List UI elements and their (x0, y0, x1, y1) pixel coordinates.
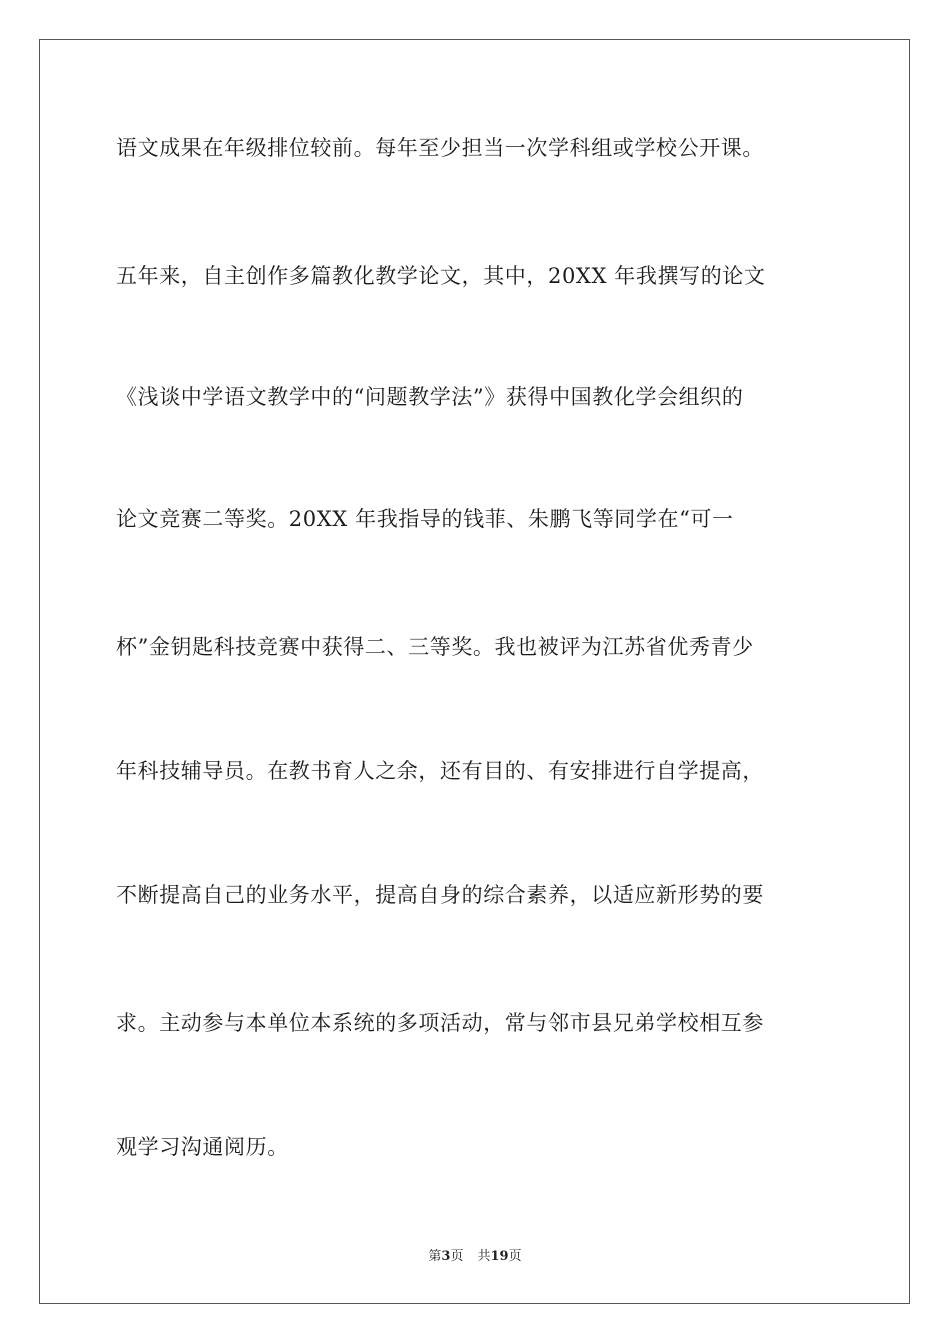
body-line-5: 杯”金钥匙科技竞赛中获得二、三等奖。我也被评为江苏省优秀青少 (116, 635, 754, 659)
footer-total-pages: 19 (490, 1249, 509, 1264)
body-line-6: 年科技辅导员。在教书育人之余，还有目的、有安排进行自学提高， (116, 759, 764, 783)
body-line-9: 观学习沟通阅历。 (116, 1135, 289, 1159)
body-line-3: 《浅谈中学语文教学中的“问题教学法”》获得中国教化学会组织的 (116, 385, 744, 409)
body-line-7: 不断提高自己的业务水平，提高自身的综合素养，以适应新形势的要 (116, 883, 764, 907)
footer-page-prefix: 第 (428, 1249, 442, 1264)
footer-total-suffix: 页 (508, 1249, 522, 1264)
body-line-2: 五年来，自主创作多篇教化教学论文，其中，20XX 年我撰写的论文 (116, 264, 766, 288)
footer-total-prefix: 共 (477, 1249, 491, 1264)
footer-page-number: 3 (441, 1249, 451, 1264)
body-line-1: 语文成果在年级排位较前。每年至少担当一次学科组或学校公开课。 (116, 136, 764, 160)
page-border (39, 39, 910, 1304)
body-line-8: 求。主动参与本单位本系统的多项活动，常与邻市县兄弟学校相互参 (116, 1011, 764, 1035)
page-footer (0, 1248, 950, 1266)
footer-page-suffix: 页 (450, 1249, 464, 1264)
body-line-4: 论文竞赛二等奖。20XX 年我指导的钱菲、朱鹏飞等同学在“可一 (116, 507, 734, 531)
